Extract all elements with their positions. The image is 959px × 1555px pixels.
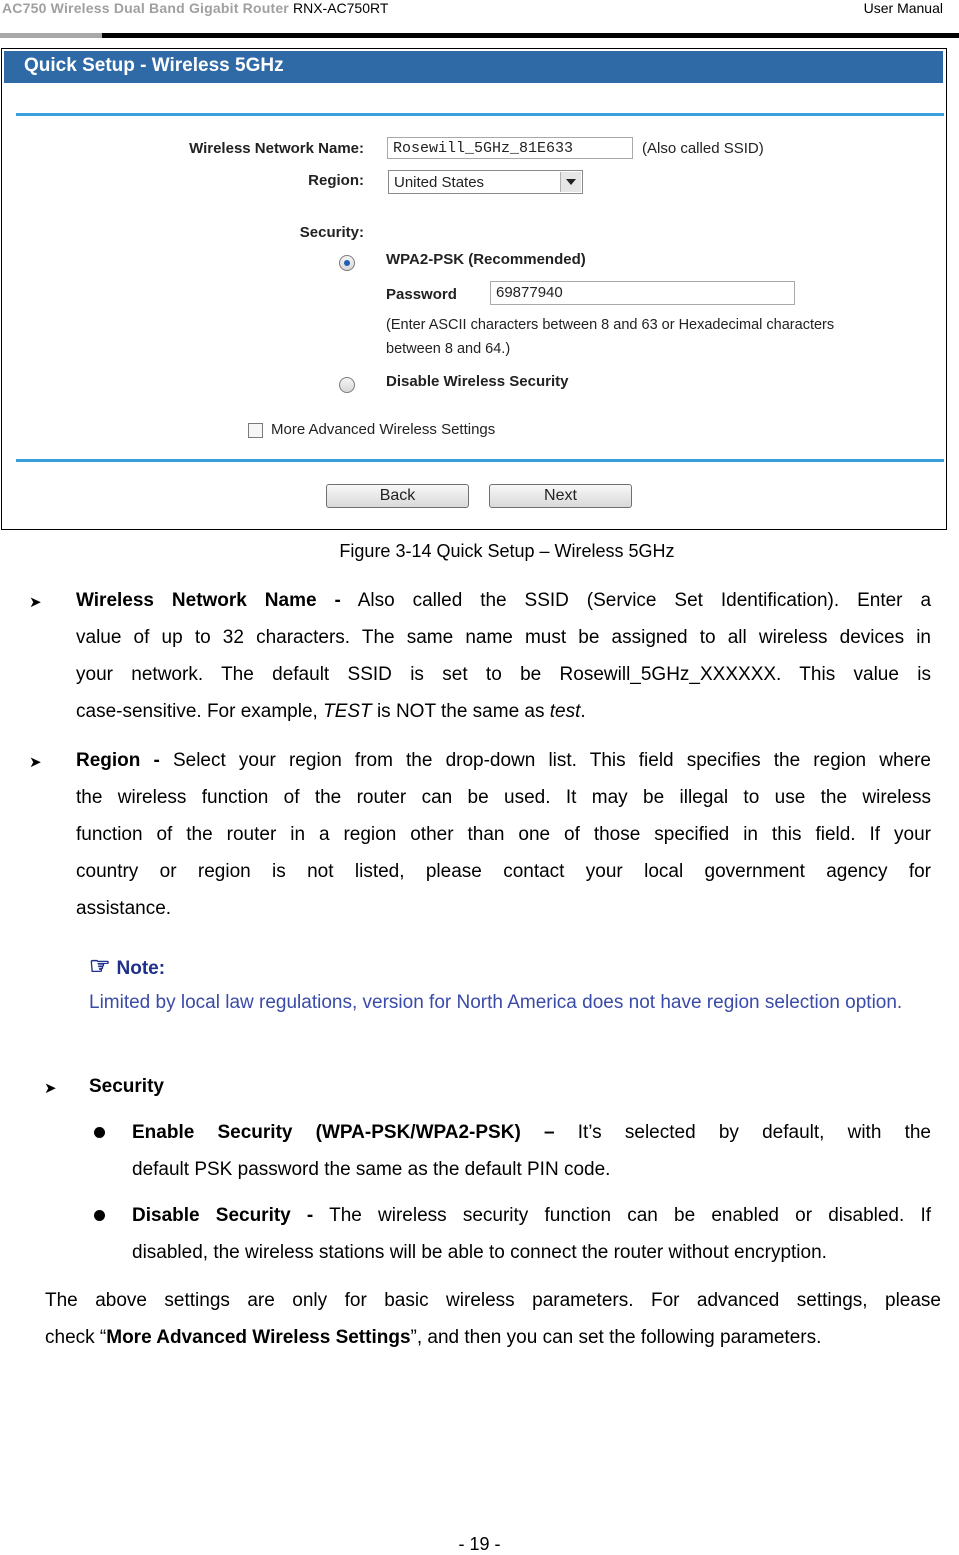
ssid-example-upper: TEST (323, 701, 372, 722)
closing-text-2c: ”, and then you can set the following parameters. (410, 1327, 822, 1348)
back-button[interactable]: Back (326, 484, 469, 508)
header-model: RNX-AC750RT (292, 0, 389, 16)
wpa2-label: WPA2-PSK (Recommended) (386, 251, 586, 268)
top-divider (16, 113, 944, 116)
ssid-text-4a: case-sensitive. For example, (76, 701, 318, 722)
region-value: United States (394, 174, 485, 191)
header-left (2, 0, 388, 16)
region-line-5: assistance. (76, 898, 172, 919)
ssid-paragraph (76, 582, 931, 730)
closing-line-1: The above settings are only for basic wireless parameters. For advanced settings, please (45, 1290, 941, 1311)
next-button[interactable]: Next (489, 484, 632, 508)
disable-security-label: Disable Wireless Security (386, 373, 569, 390)
note-heading (89, 952, 165, 981)
security-label: Security: (299, 224, 364, 241)
disable-term: Disable Security - (132, 1205, 314, 1226)
region-line-3: function of the router in a region other than one of those specified in this field. If your (76, 824, 931, 845)
password-label: Password (386, 286, 457, 303)
dot-bullet-icon (94, 1210, 105, 1221)
disable-text-1: The wireless security function can be enabled or disabled. If (329, 1205, 932, 1226)
closing-setting-name: More Advanced Wireless Settings (106, 1327, 411, 1348)
security-term: Security (89, 1076, 164, 1097)
disable-line-1 (132, 1197, 931, 1234)
ssid-line-4: case-sensitive. For example, TEST is NOT the same as test. (76, 701, 586, 722)
ssid-label: Wireless Network Name: (189, 140, 364, 157)
note-title: Note: (116, 958, 166, 979)
header-rule-grey (0, 33, 102, 38)
ssid-line-3: your network. The default SSID is set to be Rosewill_5GHz_XXXXXX. This value is (76, 664, 931, 685)
disable-security-radio[interactable] (339, 377, 355, 393)
header-rule-black (102, 33, 959, 38)
figure-caption: Figure 3-14 Quick Setup – Wireless 5GHz (339, 541, 675, 561)
password-hint-line1: (Enter ASCII characters between 8 and 63 or Hexadecimal characters (386, 317, 835, 333)
advanced-settings-checkbox[interactable] (248, 423, 263, 438)
closing-line-2 (45, 1319, 941, 1356)
region-select[interactable] (388, 170, 583, 194)
ssid-line-2: value of up to 32 characters. The same name must be assigned to all wireless devices in (76, 627, 931, 648)
ssid-example-lower: test (549, 701, 581, 722)
ssid-input[interactable]: Rosewill_5GHz_81E633 (387, 137, 633, 159)
arrow-bullet-icon: ➤ (29, 754, 42, 771)
screenshot-title-bar (4, 51, 943, 83)
password-input[interactable]: 69877940 (490, 281, 795, 305)
header-manual: User Manual (863, 0, 943, 16)
screenshot-title: Quick Setup - Wireless 5GHz (24, 55, 284, 76)
chevron-down-icon[interactable] (560, 172, 581, 192)
ssid-line-1 (76, 582, 931, 619)
enable-term: Enable Security (WPA-PSK/WPA2-PSK) – (132, 1122, 555, 1143)
region-line-4: country or region is not listed, please contact your local government agency for (76, 861, 931, 882)
enable-line-1 (132, 1114, 931, 1151)
ssid-text-1: Also called the SSID (Service Set Identification). Enter a (357, 590, 932, 611)
closing-text-2a: check “ (45, 1327, 107, 1348)
quick-setup-screenshot (1, 48, 947, 530)
bottom-divider (16, 459, 944, 462)
arrow-bullet-icon: ➤ (29, 594, 42, 611)
arrow-bullet-icon: ➤ (44, 1080, 57, 1097)
page-header (0, 0, 959, 20)
disable-line-2: disabled, the wireless stations will be able to connect the router without encryption. (132, 1242, 827, 1263)
page-number: - 19 - (458, 1534, 501, 1554)
ssid-hint: (Also called SSID) (642, 140, 764, 157)
disable-security-paragraph (132, 1197, 931, 1271)
password-hint-line2: between 8 and 64.) (386, 341, 511, 357)
region-text-1: Select your region from the drop-down list. This field specifies the region where (172, 750, 931, 771)
wpa2-radio[interactable] (339, 255, 355, 271)
enable-text-1: It’s selected by default, with the (577, 1122, 931, 1143)
pointing-hand-icon: ☞ (89, 953, 111, 980)
closing-paragraph (45, 1282, 941, 1356)
header-product: AC750 Wireless Dual Band Gigabit Router (2, 0, 289, 16)
region-paragraph (76, 742, 931, 927)
dot-bullet-icon (94, 1127, 105, 1138)
region-term: Region - (76, 750, 160, 771)
advanced-settings-label: More Advanced Wireless Settings (271, 421, 496, 438)
ssid-text-4b: is NOT the same as (376, 701, 545, 722)
ssid-term: Wireless Network Name - (76, 590, 341, 611)
region-label: Region: (308, 172, 364, 189)
enable-security-paragraph (132, 1114, 931, 1188)
region-line-1 (76, 742, 931, 779)
note-text: Limited by local law regulations, version for North America does not have region selection option. (89, 992, 903, 1013)
region-line-2: the wireless function of the router can be used. It may be illegal to use the wireless (76, 787, 931, 808)
enable-line-2: default PSK password the same as the default PIN code. (132, 1159, 611, 1180)
